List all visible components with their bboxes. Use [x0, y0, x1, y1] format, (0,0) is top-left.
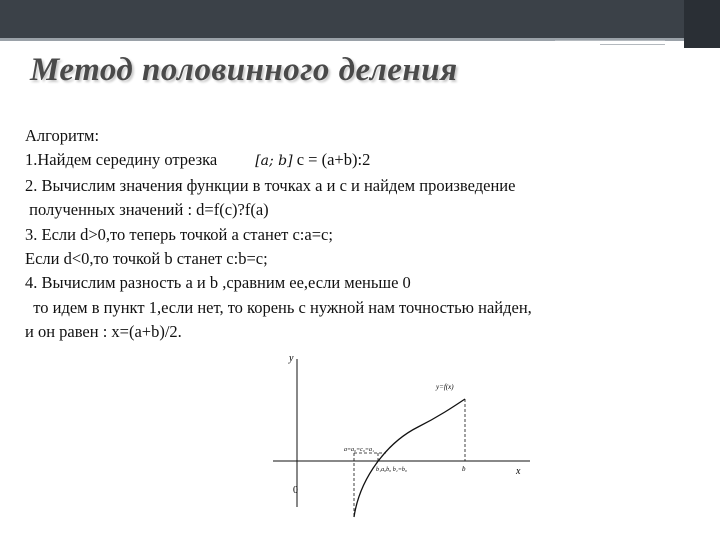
- header-bar: [0, 0, 720, 38]
- step-3: 3. Если d>0,то теперь точкой a станет c:a=c;: [25, 224, 333, 244]
- step-4-result: и он равен : x=(a+b)/2.: [25, 322, 182, 342]
- step-2-cont: полученных значений : d=f(c)?f(a): [25, 200, 269, 220]
- mid-label: a=a₀=c₀=a₁: [344, 447, 375, 453]
- x-axis-label: x: [516, 466, 521, 477]
- y-axis-label: y: [289, 353, 294, 364]
- deco-line: [600, 44, 665, 45]
- step-1-suffix: c = (a+b):2: [296, 150, 371, 170]
- algorithm-heading: Алгоритм:: [25, 126, 100, 145]
- slide-title: Метод половинного деления: [30, 52, 458, 88]
- b-label: b: [462, 465, 466, 473]
- slide-body: [25, 124, 695, 345]
- segment-label: [a; b]: [255, 153, 293, 170]
- bisection-graph: [268, 347, 538, 527]
- step-1: [25, 148, 695, 173]
- curve-label: y=f(x): [436, 383, 454, 391]
- step-1-prefix: 1.Найдем середину отрезка: [25, 150, 218, 170]
- deco-line: [555, 40, 665, 41]
- function-curve: [354, 399, 465, 517]
- step-3-cont: Если d<0,то точкой b станет c:b=c;: [25, 249, 268, 269]
- origin-label: 0: [293, 485, 298, 496]
- step-2: 2. Вычислим значения функции в точках a и c и найдем произведение: [25, 175, 516, 195]
- corner-block: [684, 0, 720, 48]
- bottom-label: b₁a₀b₀ b₁=b₀: [376, 467, 407, 473]
- step-4-cont: то идем в пункт 1,если нет, то корень с нужной нам точностью найден,: [25, 297, 532, 317]
- step-4: 4. Вычислим разность a и b ,сравним ее,если меньше 0: [25, 273, 411, 293]
